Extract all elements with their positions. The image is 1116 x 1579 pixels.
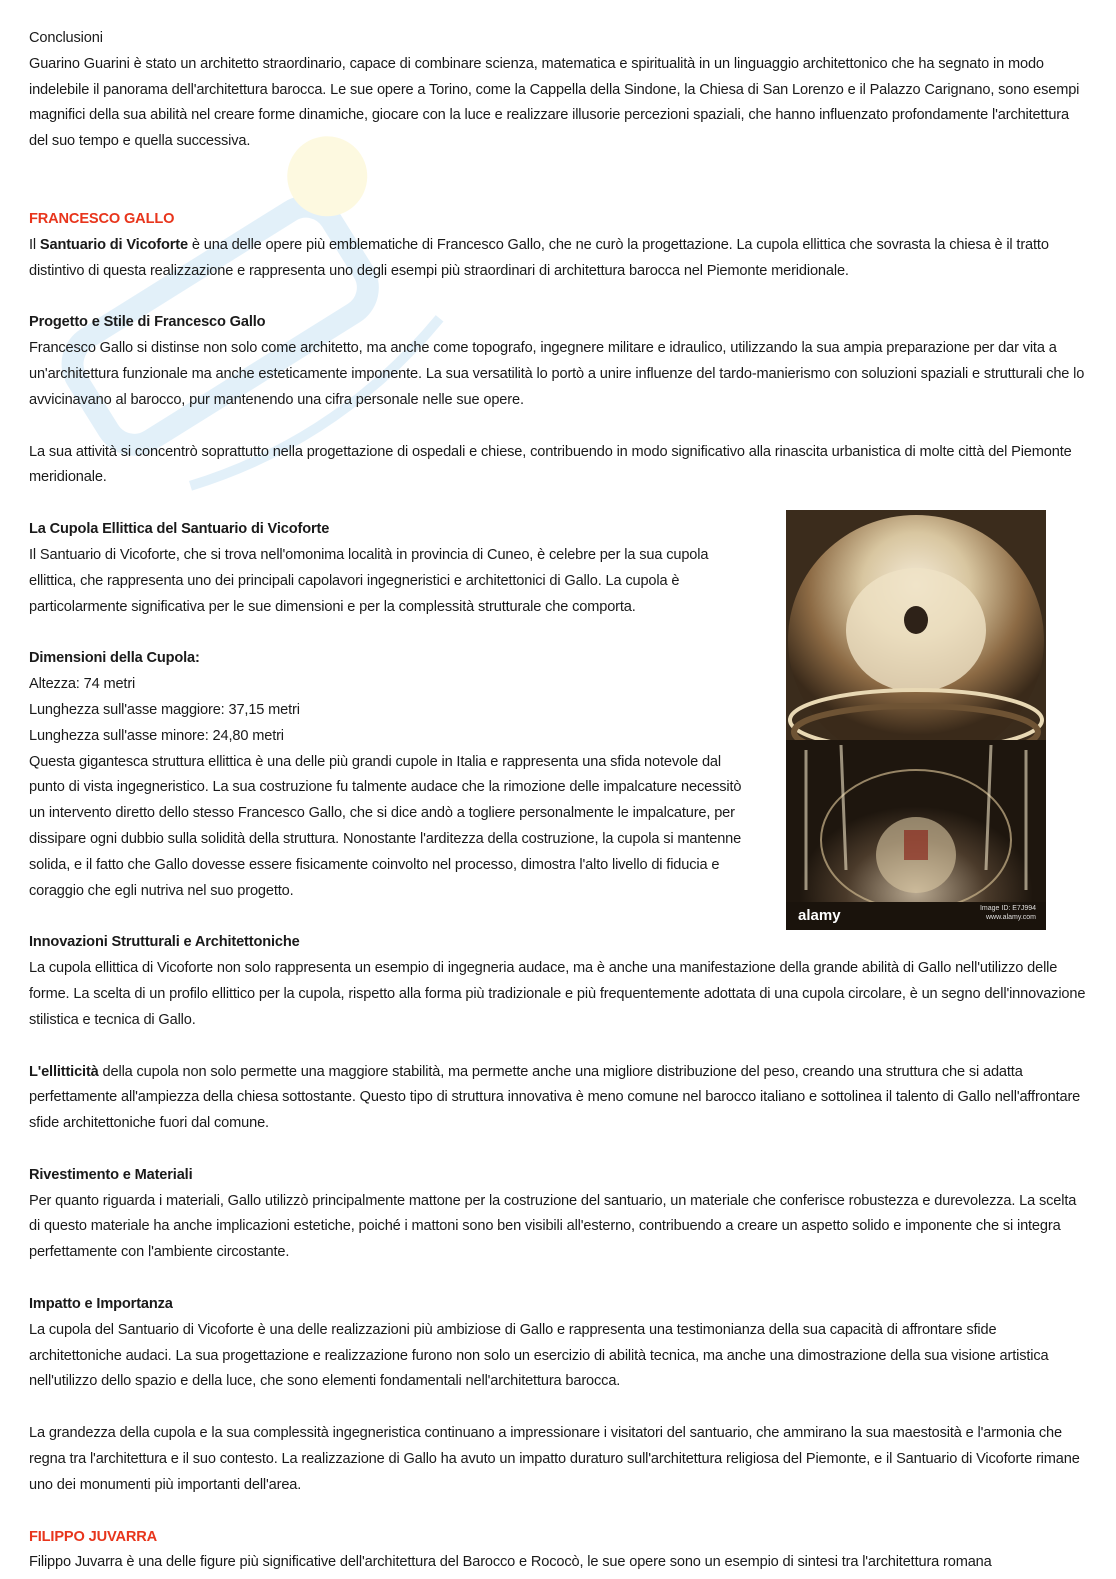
rivestimento-heading: Rivestimento e Materiali <box>29 1166 193 1183</box>
dome-interior-image <box>786 510 1046 930</box>
dimensioni-heading: Dimensioni della Cupola: <box>29 650 200 667</box>
innovazioni-heading: Innovazioni Strutturali e Architettoniche <box>29 934 300 951</box>
cupola-photo <box>786 510 1046 930</box>
cupola-text: Il Santuario di Vicoforte, che si trova nell'omonima località in provincia di Cuneo, è celebre per la sua cupola ellittica, che rappresenta uno dei principali capolavori ingegneristici e architettonici di Gallo. La cupola è particolarmente significativa per le sue dimensioni e per la complessità strutturale che comporta. <box>29 546 709 615</box>
impatto-paragraph-1: La cupola del Santuario di Vicoforte è una delle realizzazioni più ambiziose di Gallo e rappresenta una testimonianza della sua capacità di affrontare sfide architettoniche audaci. La sua progettazione e realizzazione furono non solo un esercizio di abilità tecnica, ma anche una dimostrazione della sua visione artistica nell'utilizzo dello spazio e della luce, che sono elementi fondamentali nell'architettura barocca. <box>29 1321 1049 1390</box>
dimensioni-text: Questa gigantesca struttura ellittica è una delle più grandi cupole in Italia e rappresenta una sfida notevole dal punto di vista ingegneristico. La sua costruzione fu talmente audace che la rimozione delle impalcature necessitò un intervento diretto dello stesso Francesco Gallo, che si dice andò a togliere personalmente le impalcature, per dissipare ogni dubbio sulla solidità della struttura. Nonostante l'arditezza della costruzione, la cupola si mantenne solida, e il fatto che Gallo dovesse essere fisicamente coinvolto nel processo, dimostra l'alto livello di fiducia e coraggio che egli nutriva nel suo progetto. <box>29 753 742 899</box>
stock-id-label: Image ID: E7J994 www.alamy.com <box>979 905 1036 921</box>
juvarra-text: Filippo Juvarra è una delle figure più significative dell'architettura del Barocco e Rococò, le sue opere sono un esempio di sintesi tra l'architettura romana <box>29 1554 992 1571</box>
dimension-asse-minore: Lunghezza sull'asse minore: 24,80 metri <box>29 727 284 744</box>
rivestimento-text: Per quanto riguarda i materiali, Gallo utilizzò principalmente mattone per la costruzione del santuario, un materiale che conferisce robustezza e durevolezza. La scelta di questo materiale ha anche implicazioni estetiche, poiché i mattoni sono ben visibili all'esterno, contribuendo a creare un aspetto solido e imponente che si integra perfettamente con l'ambiente circostante. <box>29 1192 1077 1261</box>
progetto-paragraph-1: Francesco Gallo si distinse non solo come architetto, ma anche come topografo, ingegnere militare e idraulico, utilizzando la sua ampia preparazione per dar vita a un'architettura funzionale ma anche esteticamente imponente. La sua versatilità lo portò a unire influenze del tardo-manierismo con soluzioni spaziali e strutturali che lo avvicinavano al barocco, pur mantenendo una cifra personale nelle sue opere. <box>29 340 1085 408</box>
progetto-paragraph-2: La sua attività si concentrò soprattutto nella progettazione di ospedali e chiese, contribuendo in modo significativo alla rinascita urbanistica di molte città del Piemonte meridionale. <box>29 443 1072 486</box>
innovazioni-paragraph-2: L'ellitticità della cupola non solo permette una maggiore stabilità, ma permette anche una migliore distribuzione del peso, creando una struttura che si adatta perfettamente all'ampiezza della chiesa sottostante. Questo tipo di struttura innovativa è meno comune nel barocco italiano e sottolinea il talento di Gallo nell'affrontare sfide architettoniche fuori dal comune. <box>29 1063 1081 1132</box>
cupola-heading: La Cupola Ellittica del Santuario di Vicoforte <box>29 521 330 538</box>
impatto-paragraph-2: La grandezza della cupola e la sua complessità ingegneristica continuano a impressionare i visitatori del santuario, che ammirano la sua maestosità e l'armonia che regna tra l'architettura e il suo contesto. La realizzazione di Gallo ha avuto un impatto duraturo sull'architettura religiosa del Piemonte, e il Santuario di Vicoforte rimane uno dei monumenti più importanti dell'area. <box>29 1425 1080 1493</box>
conclusion-heading: Conclusioni <box>29 30 103 46</box>
innovazioni-paragraph-1: La cupola ellittica di Vicoforte non solo rappresenta un esempio di ingegneria audace, ma è anche una manifestazione della grande abilità di Gallo nell'utilizzo delle forme. La scelta di un profilo ellittico per la cupola, rispetto alla forma più tradizionale e più frequentemente adottata di una cupola circolare, è un segno dell'innovazione stilistica e tecnica di Gallo. <box>29 960 1086 1028</box>
alamy-logo: alamy <box>798 907 841 924</box>
impatto-heading: Impatto e Importanza <box>29 1296 173 1313</box>
section-title-juvarra: FILIPPO JUVARRA <box>29 1528 158 1545</box>
conclusion-text: Guarino Guarini è stato un architetto straordinario, capace di combinare scienza, matematica e spiritualità in un linguaggio architettonico che ha segnato in modo indelebile il panorama dell'architettura barocca. Le sue opere a Torino, come la Cappella della Sindone, la Chiesa di San Lorenzo e il Palazzo Carignano, sono esempi magnifici della sua abilità nel creare forme dinamiche, giocare con la luce e realizzare illusorie percezioni spaziali, che hanno influenzato profondamente l'architettura del suo tempo e quella successiva. <box>29 55 1080 150</box>
ellitticita-bold: L'ellitticità <box>29 1063 99 1080</box>
santuario-bold: Santuario di Vicoforte <box>39 236 188 253</box>
dimension-altezza: Altezza: 74 metri <box>29 676 136 693</box>
section-title-gallo: FRANCESCO GALLO <box>29 210 175 227</box>
gallo-intro: Il Santuario di Vicoforte è una delle opere più emblematiche di Francesco Gallo, che ne curò la progettazione. La cupola ellittica che sovrasta la chiesa è il tratto distintivo di questa realizzazione e rappresenta uno degli esempi più straordinari di architettura barocca nel Piemonte meridionale. <box>29 236 1049 279</box>
dimension-asse-maggiore: Lunghezza sull'asse maggiore: 37,15 metri <box>29 701 300 718</box>
progetto-heading: Progetto e Stile di Francesco Gallo <box>29 314 266 331</box>
